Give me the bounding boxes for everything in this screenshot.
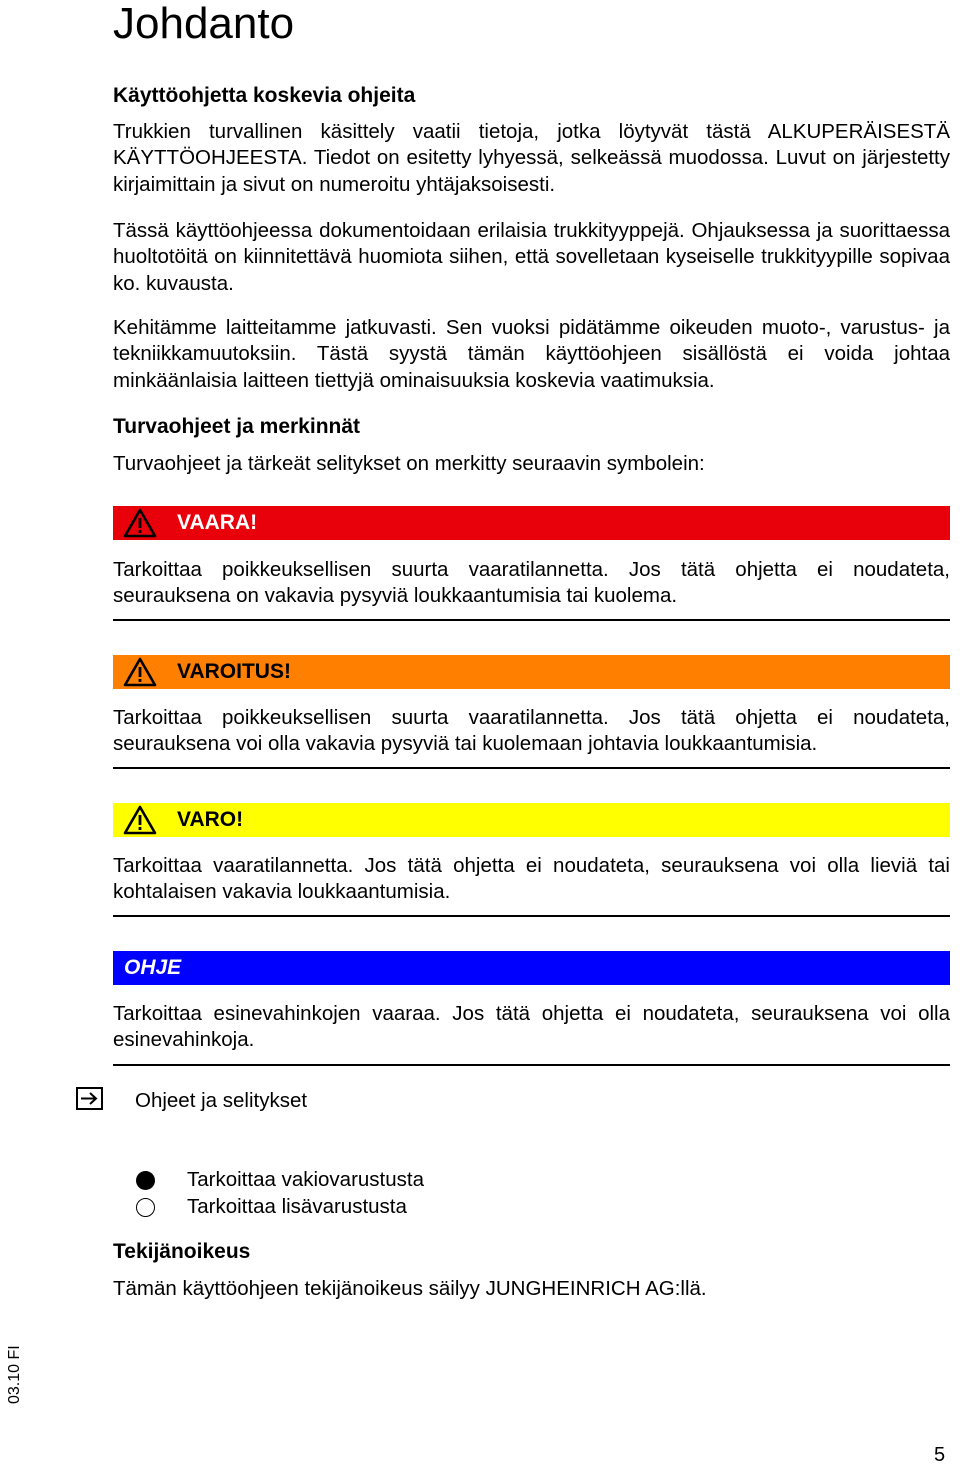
instructions-legend-label: Ohjeet ja selitykset bbox=[135, 1089, 308, 1112]
notice-label: OHJE bbox=[124, 956, 182, 979]
warning-triangle-icon bbox=[123, 805, 157, 835]
paragraph-development: Kehitämme laitteitamme jatkuvasti. Sen vuoksi pidätämme oikeuden muoto-, varustus- ja tekniikkamuutoksiin. Tästä syystä tämän käyttöohjeen sisällöstä ei voida johtaa minkäänlaisia laitteen tiettyjä ominaisuuksia koskevia vaatimuksia. bbox=[113, 316, 950, 392]
paragraph-truck-types: Tässä käyttöohjeessa dokumentoidaan erilaisia trukkityyppejä. Ohjauksessa ja suorittaessa huoltotöitä on kiinnitettävä huomiota siihen, että sovelletaan kyseiselle trukkityypille sopivaa ko. kuvausta. bbox=[113, 219, 950, 295]
divider bbox=[113, 619, 950, 621]
caution-label: VARO! bbox=[177, 808, 244, 831]
page-number: 5 bbox=[934, 1444, 946, 1466]
paragraph-copyright: Tämän käyttöohjeen tekijänoikeus säilyy JUNGHEINRICH AG:llä. bbox=[113, 1277, 707, 1300]
warning-triangle-icon bbox=[123, 657, 157, 687]
warning-label: VAROITUS! bbox=[177, 660, 291, 683]
caution-text: Tarkoittaa vaaratilannetta. Jos tätä ohjetta ei noudateta, seurauksena voi olla lieviä tai kohtalaisen vakavia loukkaantumisia. bbox=[113, 854, 950, 904]
filled-circle-icon bbox=[136, 1171, 155, 1190]
divider bbox=[113, 1064, 950, 1066]
warning-triangle-icon bbox=[123, 508, 157, 538]
caution-banner bbox=[113, 803, 950, 837]
warning-banner bbox=[113, 655, 950, 689]
divider bbox=[113, 767, 950, 769]
legend-optional-equipment: Tarkoittaa lisävarustusta bbox=[136, 1195, 407, 1219]
danger-banner bbox=[113, 506, 950, 540]
warning-text: Tarkoittaa poikkeuksellisen suurta vaaratilannetta. Jos tätä ohjetta ei noudateta, seurauksena voi olla vakavia pysyviä tai kuolemaan johtavia loukkaantumisia. bbox=[113, 706, 950, 756]
section-heading-safety: Turvaohjeet ja merkinnät bbox=[113, 415, 361, 438]
paragraph-safety-intro: Turvaohjeet ja tärkeät selitykset on merkitty seuraavin symbolein: bbox=[113, 452, 705, 475]
notice-text: Tarkoittaa esinevahinkojen vaaraa. Jos tätä ohjetta ei noudateta, seurauksena voi olla esinevahinkoja. bbox=[113, 1002, 950, 1052]
notice-banner bbox=[113, 951, 950, 985]
arrow-right-icon bbox=[76, 1087, 103, 1110]
document-version-code: 03.10 FI bbox=[6, 1345, 23, 1404]
paragraph-intro: Trukkien turvallinen käsittely vaatii tietoja, jotka löytyvät tästä ALKUPERÄISESTÄ KÄYTTÖOHJEESTA. Tiedot on esitetty lyhyessä, selkeässä muodossa. Luvut on järjestetty kirjaimittain ja sivut on numeroitu yhtäjaksoisesti. bbox=[113, 120, 950, 196]
divider bbox=[113, 915, 950, 917]
section-heading-instructions: Käyttöohjetta koskevia ohjeita bbox=[113, 84, 416, 107]
danger-text: Tarkoittaa poikkeuksellisen suurta vaaratilannetta. Jos tätä ohjetta ei noudateta, seurauksena on vakavia pysyviä loukkaantumisia tai kuolema. bbox=[113, 558, 950, 608]
empty-circle-icon bbox=[136, 1198, 155, 1217]
legend-standard-equipment: Tarkoittaa vakiovarustusta bbox=[136, 1168, 424, 1192]
page-title: Johdanto bbox=[113, 0, 295, 48]
danger-label: VAARA! bbox=[177, 511, 258, 534]
section-heading-copyright: Tekijänoikeus bbox=[113, 1240, 251, 1263]
